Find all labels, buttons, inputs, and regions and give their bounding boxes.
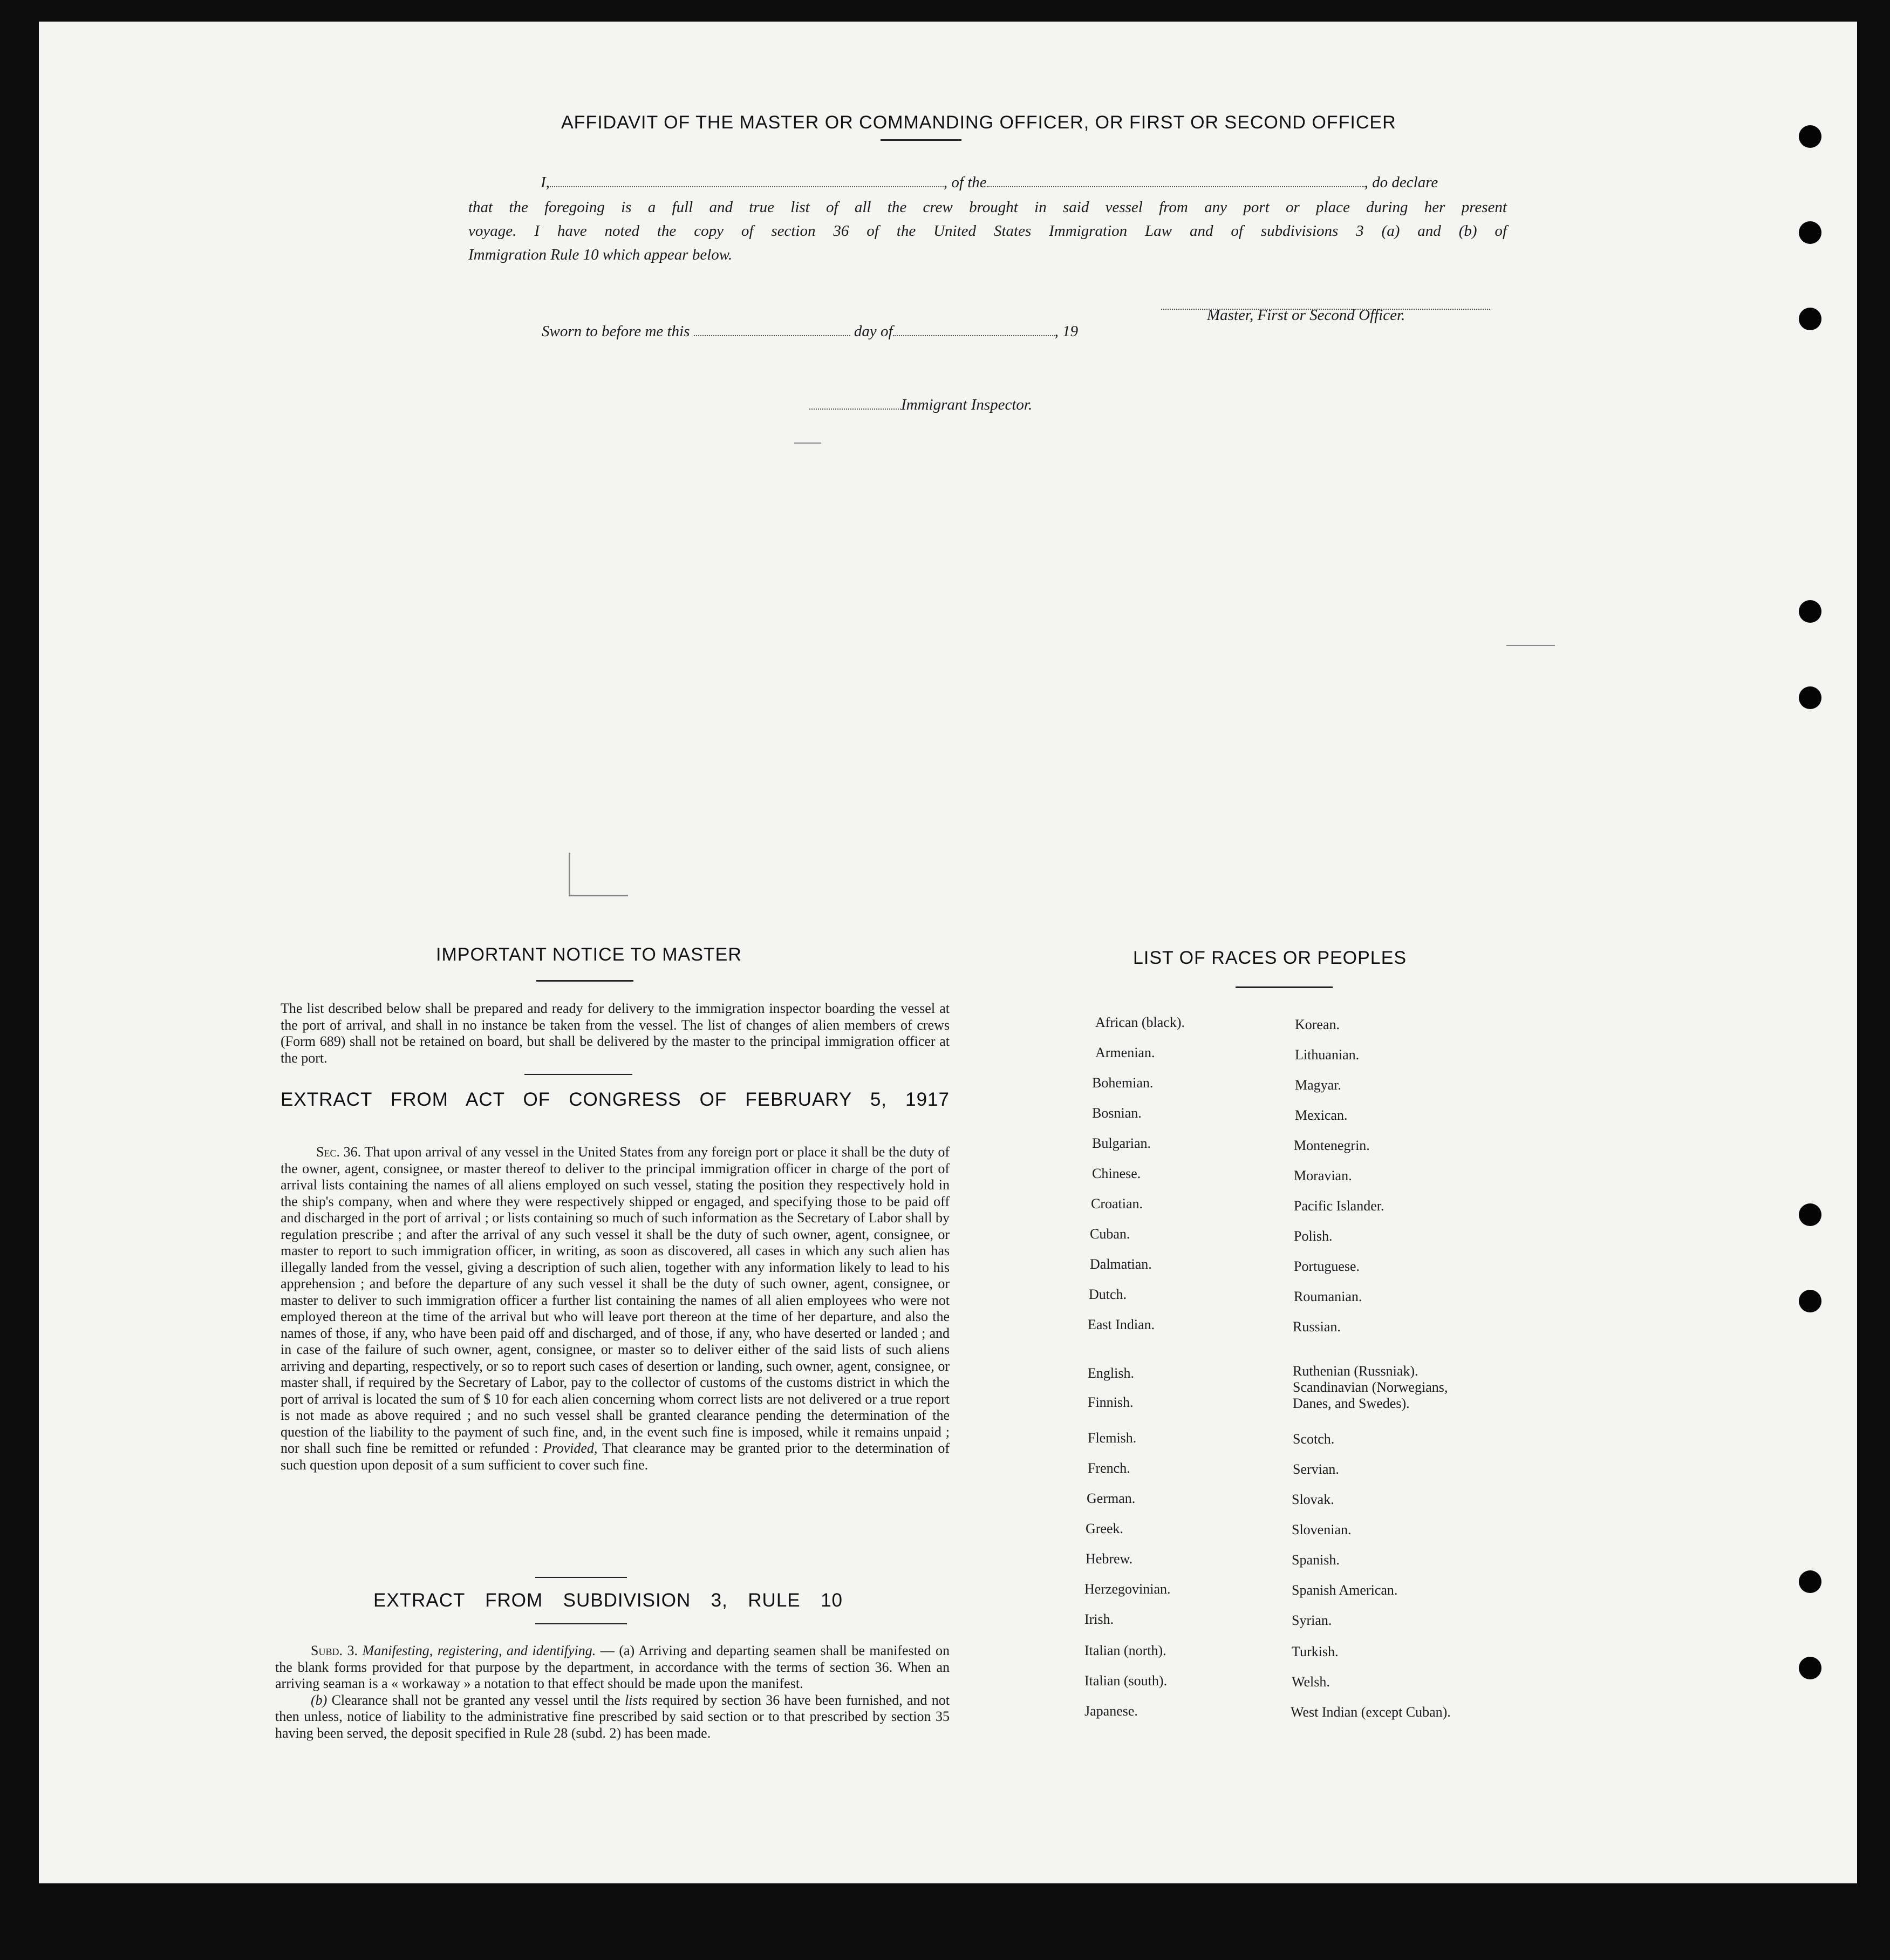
scan-mark bbox=[1506, 645, 1555, 646]
race-item: Russian. bbox=[1293, 1319, 1341, 1335]
title-rule bbox=[881, 139, 961, 141]
race-item: Welsh. bbox=[1292, 1674, 1330, 1690]
punch-hole bbox=[1799, 308, 1821, 330]
race-item: Flemish. bbox=[1088, 1430, 1137, 1446]
year-label: , 19 bbox=[1054, 323, 1079, 340]
rule-para-b-label: (b) bbox=[311, 1692, 327, 1708]
sworn-month-field[interactable] bbox=[893, 335, 1055, 336]
act-section-end: That clearance may be granted prior to the determination of such question upon deposit of a sum sufficient to cover such fine. bbox=[281, 1440, 950, 1473]
race-item: Hebrew. bbox=[1086, 1551, 1133, 1567]
race-item: Montenegrin. bbox=[1294, 1138, 1370, 1153]
race-item: Scotch. bbox=[1293, 1431, 1335, 1447]
race-item: German. bbox=[1087, 1491, 1136, 1506]
notice-text: The list described below shall be prepared and ready for delivery to the immigration inspector boarding the vessel at the port of arrival, and shall in no instance be taken from the vessel. The list of changes of alien members of crews (Form 689) shall not be retained on board, but shall be delivered by the master to the principal immigration officer at the port. bbox=[281, 1001, 950, 1066]
race-item: Bulgarian. bbox=[1092, 1135, 1151, 1151]
race-item: Roumanian. bbox=[1294, 1289, 1362, 1304]
race-item: Mexican. bbox=[1295, 1107, 1348, 1123]
notice-rule-2 bbox=[524, 1074, 632, 1075]
rule-subd-heading: Manifesting, registering, and identifying. bbox=[362, 1643, 596, 1658]
notice-rule bbox=[536, 980, 633, 982]
inspector-label: Immigrant Inspector. bbox=[901, 396, 1033, 413]
rule-title-rule bbox=[535, 1623, 627, 1624]
race-item: Chinese. bbox=[1092, 1166, 1141, 1181]
punch-hole bbox=[1799, 600, 1821, 623]
race-item: Bosnian. bbox=[1092, 1105, 1142, 1121]
scan-mark bbox=[569, 853, 570, 896]
affidavit-line-4: Immigration Rule 10 which appear below. bbox=[468, 246, 733, 263]
act-provided-label: Provided, bbox=[543, 1440, 598, 1456]
rule-para-b-end: required by section 36 have been furnished, and not then unless, notice of liability to the administrative fine prescribed by said section or to that prescribed by section 35 having been served, the deposit specified in Rule 28 (subd. 2) has been made. bbox=[275, 1692, 950, 1741]
act-text bbox=[281, 1144, 950, 1473]
affidavit-title: AFFIDAVIT OF THE MASTER OR COMMANDING OFFICER, OR FIRST OR SECOND OFFICER bbox=[561, 112, 1396, 133]
rule-para-b-lists: lists bbox=[625, 1692, 647, 1708]
sworn-label: Sworn to before me this bbox=[542, 323, 690, 340]
race-item: Portuguese. bbox=[1294, 1258, 1360, 1274]
race-item: French. bbox=[1088, 1460, 1130, 1476]
race-item: Irish. bbox=[1084, 1611, 1114, 1627]
race-item: Spanish American. bbox=[1292, 1582, 1398, 1598]
race-item: English. bbox=[1088, 1365, 1134, 1381]
race-item: Turkish. bbox=[1292, 1644, 1339, 1659]
race-item: Spanish. bbox=[1292, 1552, 1340, 1568]
declarant-name-field[interactable] bbox=[550, 186, 944, 187]
race-item: Cuban. bbox=[1090, 1226, 1130, 1242]
vessel-name-field[interactable] bbox=[987, 186, 1364, 187]
race-item: African (black). bbox=[1095, 1015, 1185, 1030]
races-rule bbox=[1236, 986, 1333, 988]
race-item: Korean. bbox=[1295, 1017, 1340, 1032]
of-the-label: , of the bbox=[943, 174, 987, 191]
notice-title: IMPORTANT NOTICE TO MASTER bbox=[436, 944, 742, 965]
affidavit-line-2: that the foregoing is a full and true list of all the crew brought in said vessel from any port or place during her present bbox=[468, 199, 1507, 216]
rule-rule bbox=[535, 1577, 627, 1578]
rule-title: EXTRACT FROM SUBDIVISION 3, RULE 10 bbox=[373, 1590, 843, 1611]
punch-hole bbox=[1799, 1570, 1821, 1593]
race-item: West Indian (except Cuban). bbox=[1291, 1704, 1451, 1720]
rule-subd-label: Subd. 3. bbox=[311, 1643, 358, 1658]
inspector-signature-field[interactable] bbox=[809, 408, 901, 410]
race-item: Armenian. bbox=[1095, 1045, 1155, 1060]
sworn-day-field[interactable] bbox=[694, 335, 850, 336]
rule-para-a: — (a) Arriving and departing seamen shall be manifested on the blank forms provided for that purpose by the department, in accordance with the terms of section 36. When an arriving seaman is a « workaway » a notation to that effect should be made upon the manifest. bbox=[275, 1643, 950, 1691]
punch-hole bbox=[1799, 1290, 1821, 1312]
scan-mark bbox=[569, 895, 628, 896]
race-item: Lithuanian. bbox=[1295, 1047, 1360, 1063]
punch-hole bbox=[1799, 221, 1821, 244]
race-item: Slovenian. bbox=[1292, 1522, 1352, 1537]
punch-hole bbox=[1799, 1657, 1821, 1679]
race-item: Polish. bbox=[1294, 1228, 1333, 1244]
race-item: Pacific Islander. bbox=[1294, 1198, 1384, 1214]
race-item: Japanese. bbox=[1084, 1703, 1138, 1719]
punch-hole bbox=[1799, 1203, 1821, 1226]
sworn-line bbox=[542, 323, 1078, 341]
race-item: Ruthenian (Russniak). bbox=[1293, 1363, 1418, 1379]
affidavit-line-1 bbox=[541, 174, 1438, 192]
race-item: Italian (south). bbox=[1084, 1673, 1168, 1689]
punch-hole bbox=[1799, 125, 1821, 148]
race-item: Croatian. bbox=[1091, 1196, 1143, 1212]
race-item: Greek. bbox=[1086, 1521, 1124, 1536]
document-page bbox=[39, 22, 1857, 1883]
race-item: Dalmatian. bbox=[1090, 1256, 1152, 1272]
race-item: Italian (north). bbox=[1084, 1643, 1166, 1658]
day-of-label: day of bbox=[854, 323, 893, 340]
master-signature-label: Master, First or Second Officer. bbox=[1207, 307, 1405, 324]
race-item: Bohemian. bbox=[1092, 1075, 1154, 1091]
rule-para-b-start: Clearance shall not be granted any vessel until the bbox=[331, 1692, 620, 1708]
act-title: EXTRACT FROM ACT OF CONGRESS OF FEBRUARY 5, 1917 bbox=[281, 1089, 950, 1110]
declarant-label: I, bbox=[541, 174, 550, 191]
inspector-line bbox=[809, 396, 1032, 414]
race-item: Servian. bbox=[1293, 1461, 1339, 1477]
race-item: Syrian. bbox=[1292, 1612, 1332, 1628]
race-item: Moravian. bbox=[1294, 1168, 1352, 1183]
act-section-label: Sec. 36. bbox=[316, 1144, 361, 1160]
race-item: Scandinavian (Norwegians, bbox=[1293, 1379, 1448, 1395]
races-title: LIST OF RACES OR PEOPLES bbox=[1133, 948, 1407, 968]
race-item: Dutch. bbox=[1089, 1287, 1127, 1302]
rule-text bbox=[275, 1643, 950, 1741]
act-section-body: That upon arrival of any vessel in the United States from any foreign port or place it shall be the duty of the owner, agent, consignee, or master thereof to deliver to the principal immigration officer in charge of the port of arrival lists containing the names of all aliens employed on such vessel, stating the position they respectively hold in the ship's company, when and where they were respectively shipped or engaged, and specifying those to be paid off and discharged in the port of arrival ; or lists containing so much of such information as the Secretary of Labor shall by regulation prescribe ; and after the arrival of any such vessel it shall be the duty of such owner, agent, consignee, or master to report to such immigration officer, in writing, as soon as discovered, all cases in which any such alien has illegally landed from the vessel, giving a description of such alien, together with any information likely to lead to his apprehension ; and before the departure of any such vessel it shall be the duty of such owner, agent, consignee, or master to deliver to such immigration officer a further list containing the names of all alien employees who were not employed thereon at the time of the arrival but who will leave port thereon at the time of her departure, and also the names of those, if any, who have been paid off and discharged, and of those, if any, who have deserted or landed ; and in case of the failure of such owner, agent, consignee, or master so to deliver either of the said lists of such aliens arriving and departing, respectively, or so to report such cases of desertion or landing, such owner, agent, consignee, or master shall, if required by the Secretary of Labor, pay to the collector of customs of the customs district in which the port of arrival is located the sum of $ 10 for each alien concerning whom correct lists are not delivered or a true report is not made as above required ; and no such vessel shall be granted clearance pending the determination of the question of the liability to the payment of such fine, and, in the event such fine is imposed, while it remains unpaid ; nor shall such fine be remitted or refunded : bbox=[281, 1144, 950, 1456]
race-item: East Indian. bbox=[1088, 1317, 1155, 1332]
race-item: Finnish. bbox=[1088, 1394, 1134, 1410]
punch-hole bbox=[1799, 686, 1821, 709]
race-item: Danes, and Swedes). bbox=[1293, 1396, 1410, 1411]
race-item: Magyar. bbox=[1295, 1077, 1341, 1093]
race-item: Slovak. bbox=[1292, 1492, 1334, 1507]
race-item: Herzegovinian. bbox=[1084, 1581, 1171, 1597]
scan-mark bbox=[794, 443, 821, 444]
declare-label: , do declare bbox=[1364, 174, 1438, 191]
affidavit-line-3: voyage. I have noted the copy of section 36 of the United States Immigration Law and of subdivisions 3 (a) and (b) of bbox=[468, 222, 1507, 240]
